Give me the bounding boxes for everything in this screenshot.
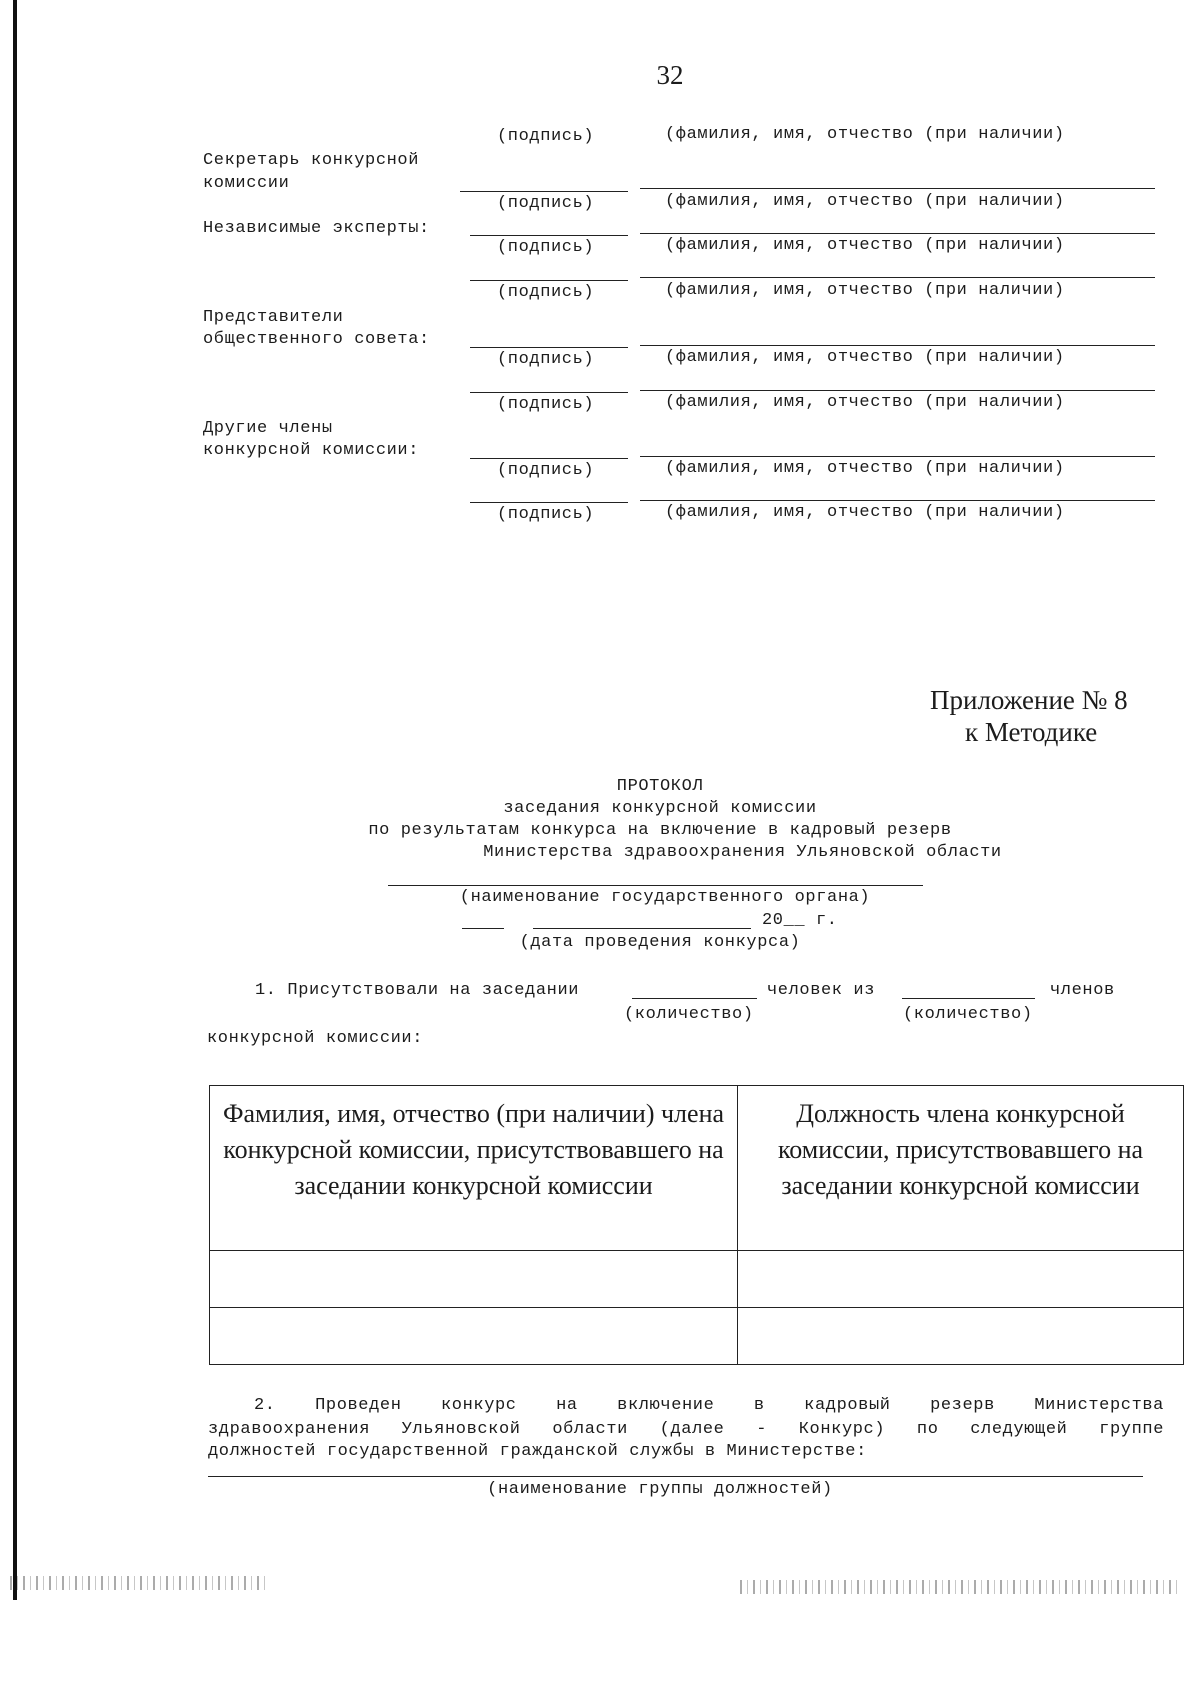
members-table [209,1085,1184,1365]
table-cell [210,1251,738,1308]
signature-caption: (подпись) [497,461,595,480]
signature-line [470,280,628,281]
scan-artifact [740,1580,1180,1594]
name-caption: (фамилия, имя, отчество (при наличии) [665,459,1065,478]
date-caption: (дата проведения конкурса) [519,933,801,952]
name-line [640,390,1155,391]
name-caption: (фамилия, имя, отчество (при наличии) [665,503,1065,522]
signature-line [470,392,628,393]
item1-text: 1. Присутствовали на заседании [255,981,580,1000]
column-header-member-name: Фамилия, имя, отчество (при наличии) члена конкурсной комиссии, присутствовавшего на заседании конкурсной комиссии [210,1086,738,1251]
protocol-subtitle: Министерства здравоохранения Ульяновской области [483,843,1002,862]
name-line [640,456,1155,457]
signature-line [460,191,628,192]
quantity-caption: (количество) [624,1005,754,1024]
date-month-line [533,928,751,929]
signature-caption: (подпись) [497,395,595,414]
name-line [640,500,1155,501]
column-header-member-position: Должность члена конкурсной комиссии, присутствовавшего на заседании конкурсной комиссии [738,1086,1184,1251]
name-line [640,345,1155,346]
appendix-title: Приложение № 8 [930,685,1128,715]
org-name-line [388,885,923,886]
signature-caption: (подпись) [497,238,595,257]
item1-text: конкурсной комиссии: [207,1029,424,1048]
signature-caption: (подпись) [497,127,595,146]
signature-line [470,458,628,459]
protocol-subtitle: по результатам конкурса на включение в кадровый резерв [368,821,952,840]
date-year: 20__ г. [762,911,838,930]
item2-paragraph-line: 2. Проведен конкурс на включение в кадровый резерв Министерства [254,1396,1164,1415]
attendees-count-line [632,998,757,999]
members-count-line [902,998,1035,999]
signature-caption: (подпись) [497,283,595,302]
name-line [640,188,1155,189]
council-label: Представители [203,308,344,327]
page-number: 32 [656,60,684,90]
secretary-label-cont: комиссии [203,174,290,193]
signature-caption: (подпись) [497,505,595,524]
name-line [640,277,1155,278]
name-caption: (фамилия, имя, отчество (при наличии) [665,348,1065,367]
table-cell [738,1251,1184,1308]
position-group-line [208,1476,1143,1477]
signature-line [470,347,628,348]
quantity-caption: (количество) [903,1005,1033,1024]
appendix-subtitle: к Методике [965,717,1098,747]
council-label-cont: общественного совета: [203,330,430,349]
other-members-label-cont: конкурсной комиссии: [203,441,420,460]
scan-artifact [10,1576,270,1590]
name-line [640,233,1155,234]
name-caption: (фамилия, имя, отчество (при наличии) [665,192,1065,211]
name-caption: (фамилия, имя, отчество (при наличии) [665,125,1065,144]
table-row [210,1308,1184,1365]
org-name-caption: (наименование государственного органа) [459,888,871,907]
table-cell [210,1308,738,1365]
experts-label: Независимые эксперты: [203,219,430,238]
position-group-caption: (наименование группы должностей) [487,1480,833,1499]
signature-line [470,502,628,503]
item1-text: членов [1050,981,1115,1000]
date-day-line [462,928,504,929]
signature-caption: (подпись) [497,194,595,213]
table-row [210,1251,1184,1308]
signature-caption: (подпись) [497,350,595,369]
secretary-label: Секретарь конкурсной [203,151,420,170]
other-members-label: Другие члены [203,419,333,438]
protocol-heading: ПРОТОКОЛ [616,777,704,796]
item1-text: человек из [767,981,876,1000]
name-caption: (фамилия, имя, отчество (при наличии) [665,236,1065,255]
table-cell [738,1308,1184,1365]
item2-paragraph-line: здравоохранения Ульяновской области (далее - Конкурс) по следующей группе [208,1420,1164,1439]
protocol-subtitle: заседания конкурсной комиссии [503,799,817,818]
table-header-row [210,1086,1184,1251]
name-caption: (фамилия, имя, отчество (при наличии) [665,393,1065,412]
item2-paragraph-line: должностей государственной гражданской службы в Министерстве: [208,1442,867,1461]
name-caption: (фамилия, имя, отчество (при наличии) [665,281,1065,300]
signature-line [470,235,628,236]
